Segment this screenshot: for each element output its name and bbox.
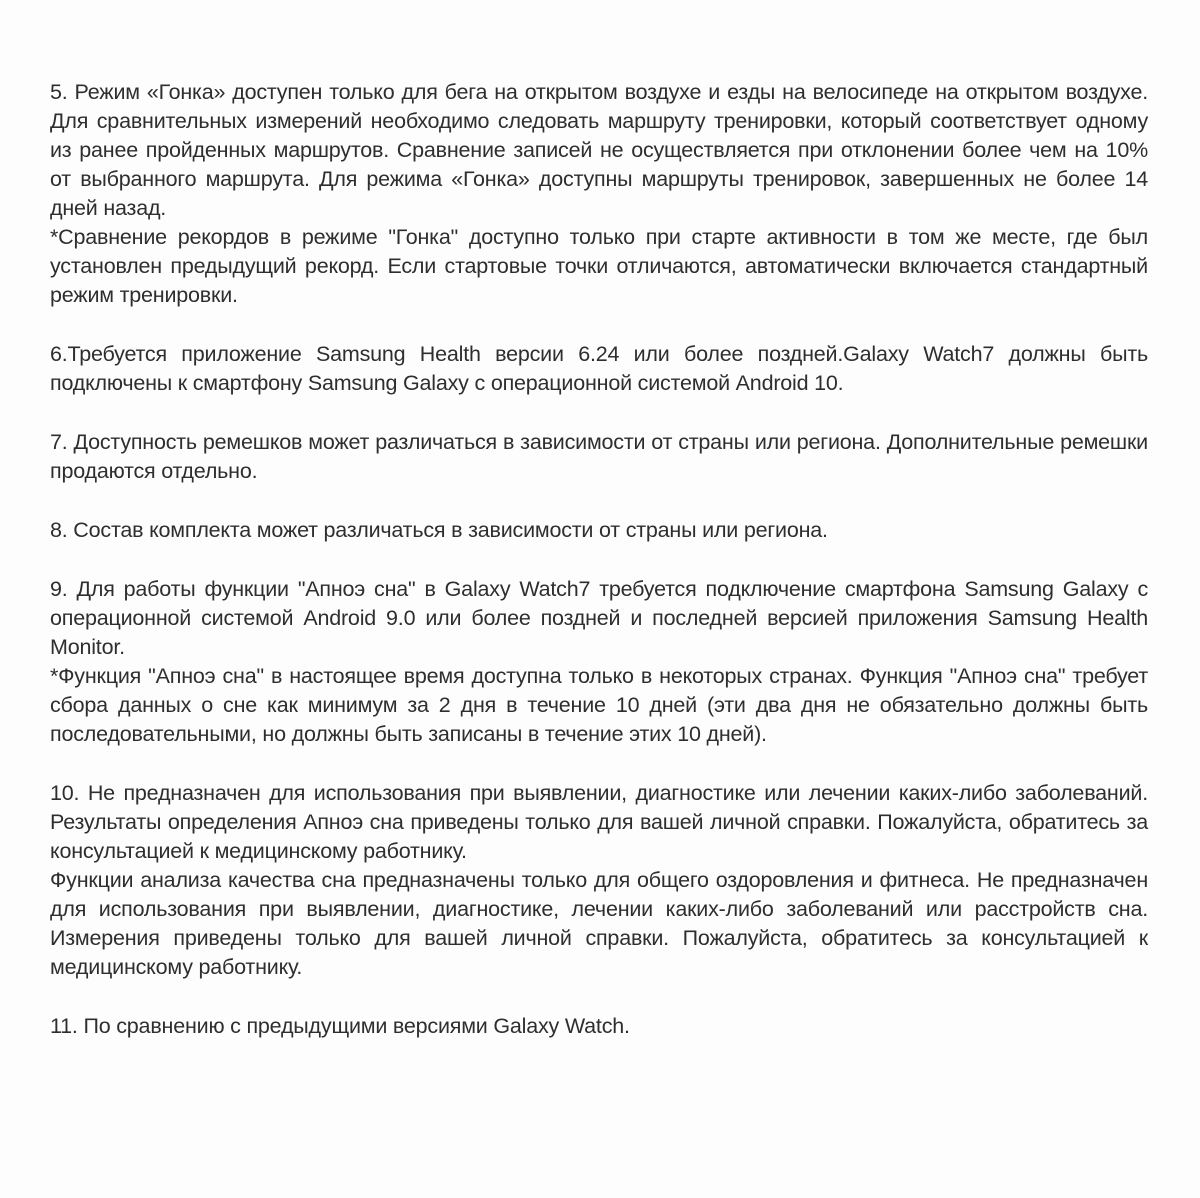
footnote-item-9 bbox=[50, 575, 1148, 749]
footnote-item-5 bbox=[50, 78, 1148, 310]
footnote-item-11 bbox=[50, 1012, 1148, 1041]
footnote-10-text: 10. Не предназначен для использования при выявлении, диагностике или лечении каких-либо заболеваний. Результаты определения Апноэ сна приведены только для вашей личной справки. Пожалуйста, обратитесь за консультацией к медицинскому работнику. bbox=[50, 781, 1148, 863]
footnote-6-text: 6.Требуется приложение Samsung Health версии 6.24 или более поздней.Galaxy Watch7 должны быть подключены к смартфону Samsung Galaxy с операционной системой Android 10. bbox=[50, 342, 1148, 395]
footnote-11-text: 11. По сравнению с предыдущими версиями Galaxy Watch. bbox=[50, 1014, 630, 1038]
footnote-item-7 bbox=[50, 428, 1148, 486]
footnote-8-text: 8. Состав комплекта может различаться в зависимости от страны или региона. bbox=[50, 518, 828, 542]
footnote-10-continuation: Функции анализа качества сна предназначены только для общего оздоровления и фитнеса. Не предназначен для использования при выявлении, диагностике, лечении каких-либо заболеваний или расстройств сна. Измерения приведены только для вашей личной справки. Пожалуйста, обратитесь за консультацией к медицинскому работнику. bbox=[50, 868, 1148, 979]
footnote-5-subnote: *Сравнение рекордов в режиме "Гонка" доступно только при старте активности в том же месте, где был установлен предыдущий рекорд. Если стартовые точки отличаются, автоматически включается стандартный режим тренировки. bbox=[50, 225, 1148, 307]
footnote-9-text: 9. Для работы функции "Апноэ сна" в Galaxy Watch7 требуется подключение смартфона Samsung Galaxy с операционной системой Android 9.0 или более поздней и последней версией приложения Samsung Health Monitor. bbox=[50, 577, 1148, 659]
footnote-7-text: 7. Доступность ремешков может различаться в зависимости от страны или региона. Дополнительные ремешки продаются отдельно. bbox=[50, 430, 1148, 483]
footnote-5-text: 5. Режим «Гонка» доступен только для бега на открытом воздухе и езды на велосипеде на открытом воздухе. Для сравнительных измерений необходимо следовать маршруту тренировки, который соответствует одному из ранее пройденных маршрутов. Сравнение записей не осуществляется при отклонении более чем на 10% от выбранного маршрута. Для режима «Гонка» доступны маршруты тренировок, завершенных не более 14 дней назад. bbox=[50, 80, 1148, 220]
footnote-item-10 bbox=[50, 779, 1148, 982]
footnote-item-8 bbox=[50, 516, 1148, 545]
footnote-item-6 bbox=[50, 340, 1148, 398]
footnote-9-subnote: *Функция "Апноэ сна" в настоящее время доступна только в некоторых странах. Функция "Апноэ сна" требует сбора данных о сне как минимум за 2 дня в течение 10 дней (эти два дня не обязательно должны быть последовательными, но должны быть записаны в течение этих 10 дней). bbox=[50, 664, 1148, 746]
